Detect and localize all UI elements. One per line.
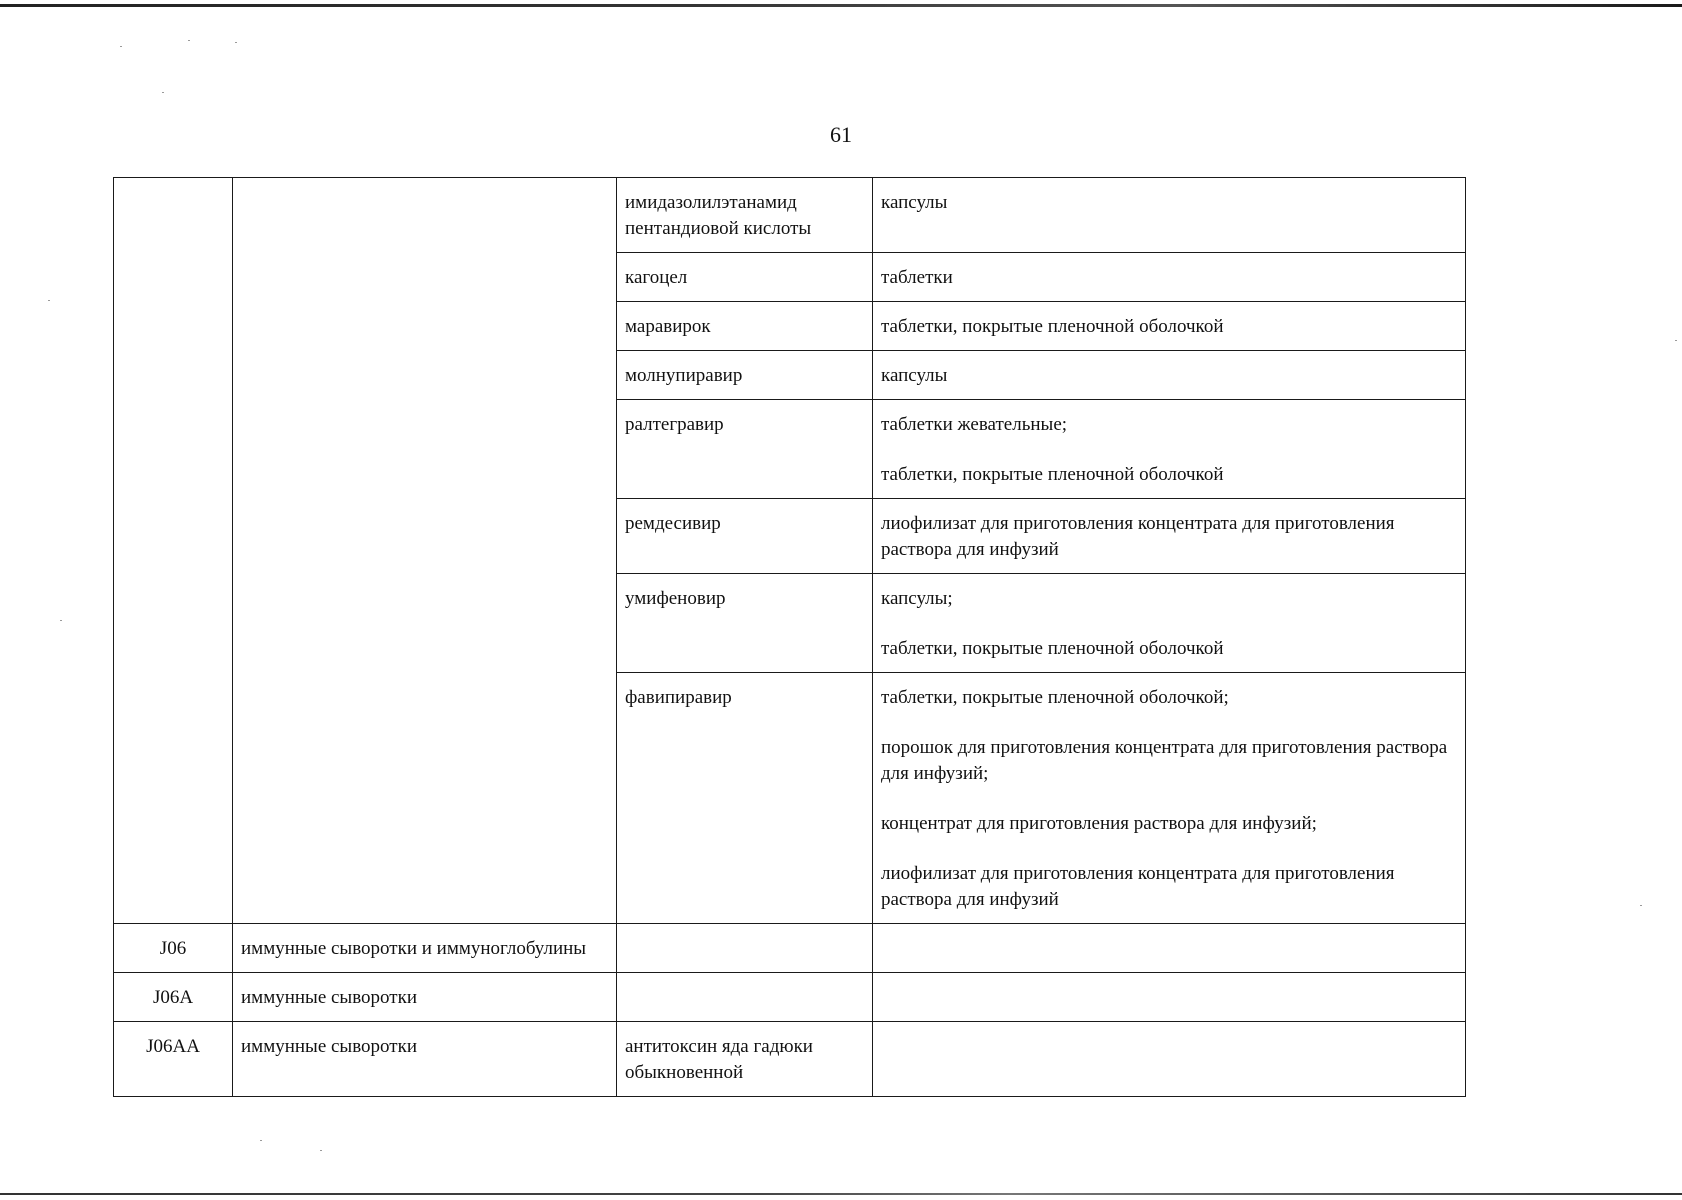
substance-cell: умифеновир <box>617 574 873 673</box>
dosage-form-text: капсулы <box>881 365 948 386</box>
dosage-form-cell <box>873 924 1466 973</box>
dosage-form-cell <box>873 400 1466 499</box>
dosage-form-text: порошок для приготовления концентрата для приготовления раствора для инфузий; <box>881 737 1448 784</box>
substance-cell: имидазолилэтанамид пентандиовой кислоты <box>617 178 873 253</box>
dosage-form-text: капсулы <box>881 192 948 213</box>
substance-cell: антитоксин яда гадюки обыкновенной <box>617 1022 873 1097</box>
page-number: 61 <box>830 122 852 147</box>
scan-speck <box>1675 340 1677 341</box>
substance-cell: ремдесивир <box>617 499 873 574</box>
dosage-form-text: таблетки, покрытые пленочной оболочкой <box>881 638 1224 659</box>
substance-cell: маравирок <box>617 302 873 351</box>
dosage-form-text: капсулы; <box>881 588 953 609</box>
dosage-form-cell <box>873 973 1466 1022</box>
dosage-form-text: таблетки <box>881 267 953 288</box>
dosage-form-cell <box>873 178 1466 253</box>
scan-speck <box>320 1150 322 1151</box>
group-name-cell: иммунные сыворотки <box>233 973 617 1022</box>
atc-code-cell <box>114 178 233 924</box>
dosage-form-text: лиофилизат для приготовления концентрата для приготовления раствора для инфузий <box>881 863 1395 910</box>
dosage-form-cell <box>873 574 1466 673</box>
dosage-form-text: лиофилизат для приготовления концентрата для приготовления раствора для инфузий <box>881 513 1395 560</box>
dosage-form-text: таблетки, покрытые пленочной оболочкой; <box>881 687 1229 708</box>
scan-speck <box>188 40 190 41</box>
group-name-cell <box>233 178 617 924</box>
dosage-form-cell <box>873 302 1466 351</box>
table-row <box>114 973 1466 1022</box>
table-row <box>114 924 1466 973</box>
scan-speck <box>48 300 50 301</box>
atc-code-cell: J06A <box>114 973 233 1022</box>
substance-cell: фавипиравир <box>617 673 873 924</box>
substance-cell <box>617 924 873 973</box>
scan-speck <box>120 46 122 47</box>
substance-cell <box>617 973 873 1022</box>
scan-edge-bottom <box>0 1193 1682 1195</box>
dosage-form-cell <box>873 499 1466 574</box>
medicines-table <box>113 177 1466 1097</box>
dosage-form-text: таблетки, покрытые пленочной оболочкой <box>881 464 1224 485</box>
dosage-form-cell <box>873 253 1466 302</box>
scan-speck <box>60 620 62 621</box>
table-row <box>114 1022 1466 1097</box>
dosage-form-text: концентрат для приготовления раствора для инфузий; <box>881 813 1317 834</box>
dosage-form-cell <box>873 1022 1466 1097</box>
scan-edge-top <box>0 4 1682 7</box>
dosage-form-text: таблетки, покрытые пленочной оболочкой <box>881 316 1224 337</box>
substance-cell: молнупиравир <box>617 351 873 400</box>
group-name-cell: иммунные сыворотки <box>233 1022 617 1097</box>
scan-speck <box>1640 905 1642 906</box>
scan-speck <box>235 42 237 43</box>
table-row <box>114 178 1466 253</box>
dosage-form-text: таблетки жевательные; <box>881 414 1068 435</box>
dosage-form-cell <box>873 673 1466 924</box>
scan-speck <box>260 1140 262 1141</box>
group-name-cell: иммунные сыворотки и иммуноглобулины <box>233 924 617 973</box>
scan-speck <box>162 92 164 93</box>
dosage-form-cell <box>873 351 1466 400</box>
atc-code-cell: J06AA <box>114 1022 233 1097</box>
atc-code-cell: J06 <box>114 924 233 973</box>
substance-cell: кагоцел <box>617 253 873 302</box>
substance-cell: ралтегравир <box>617 400 873 499</box>
